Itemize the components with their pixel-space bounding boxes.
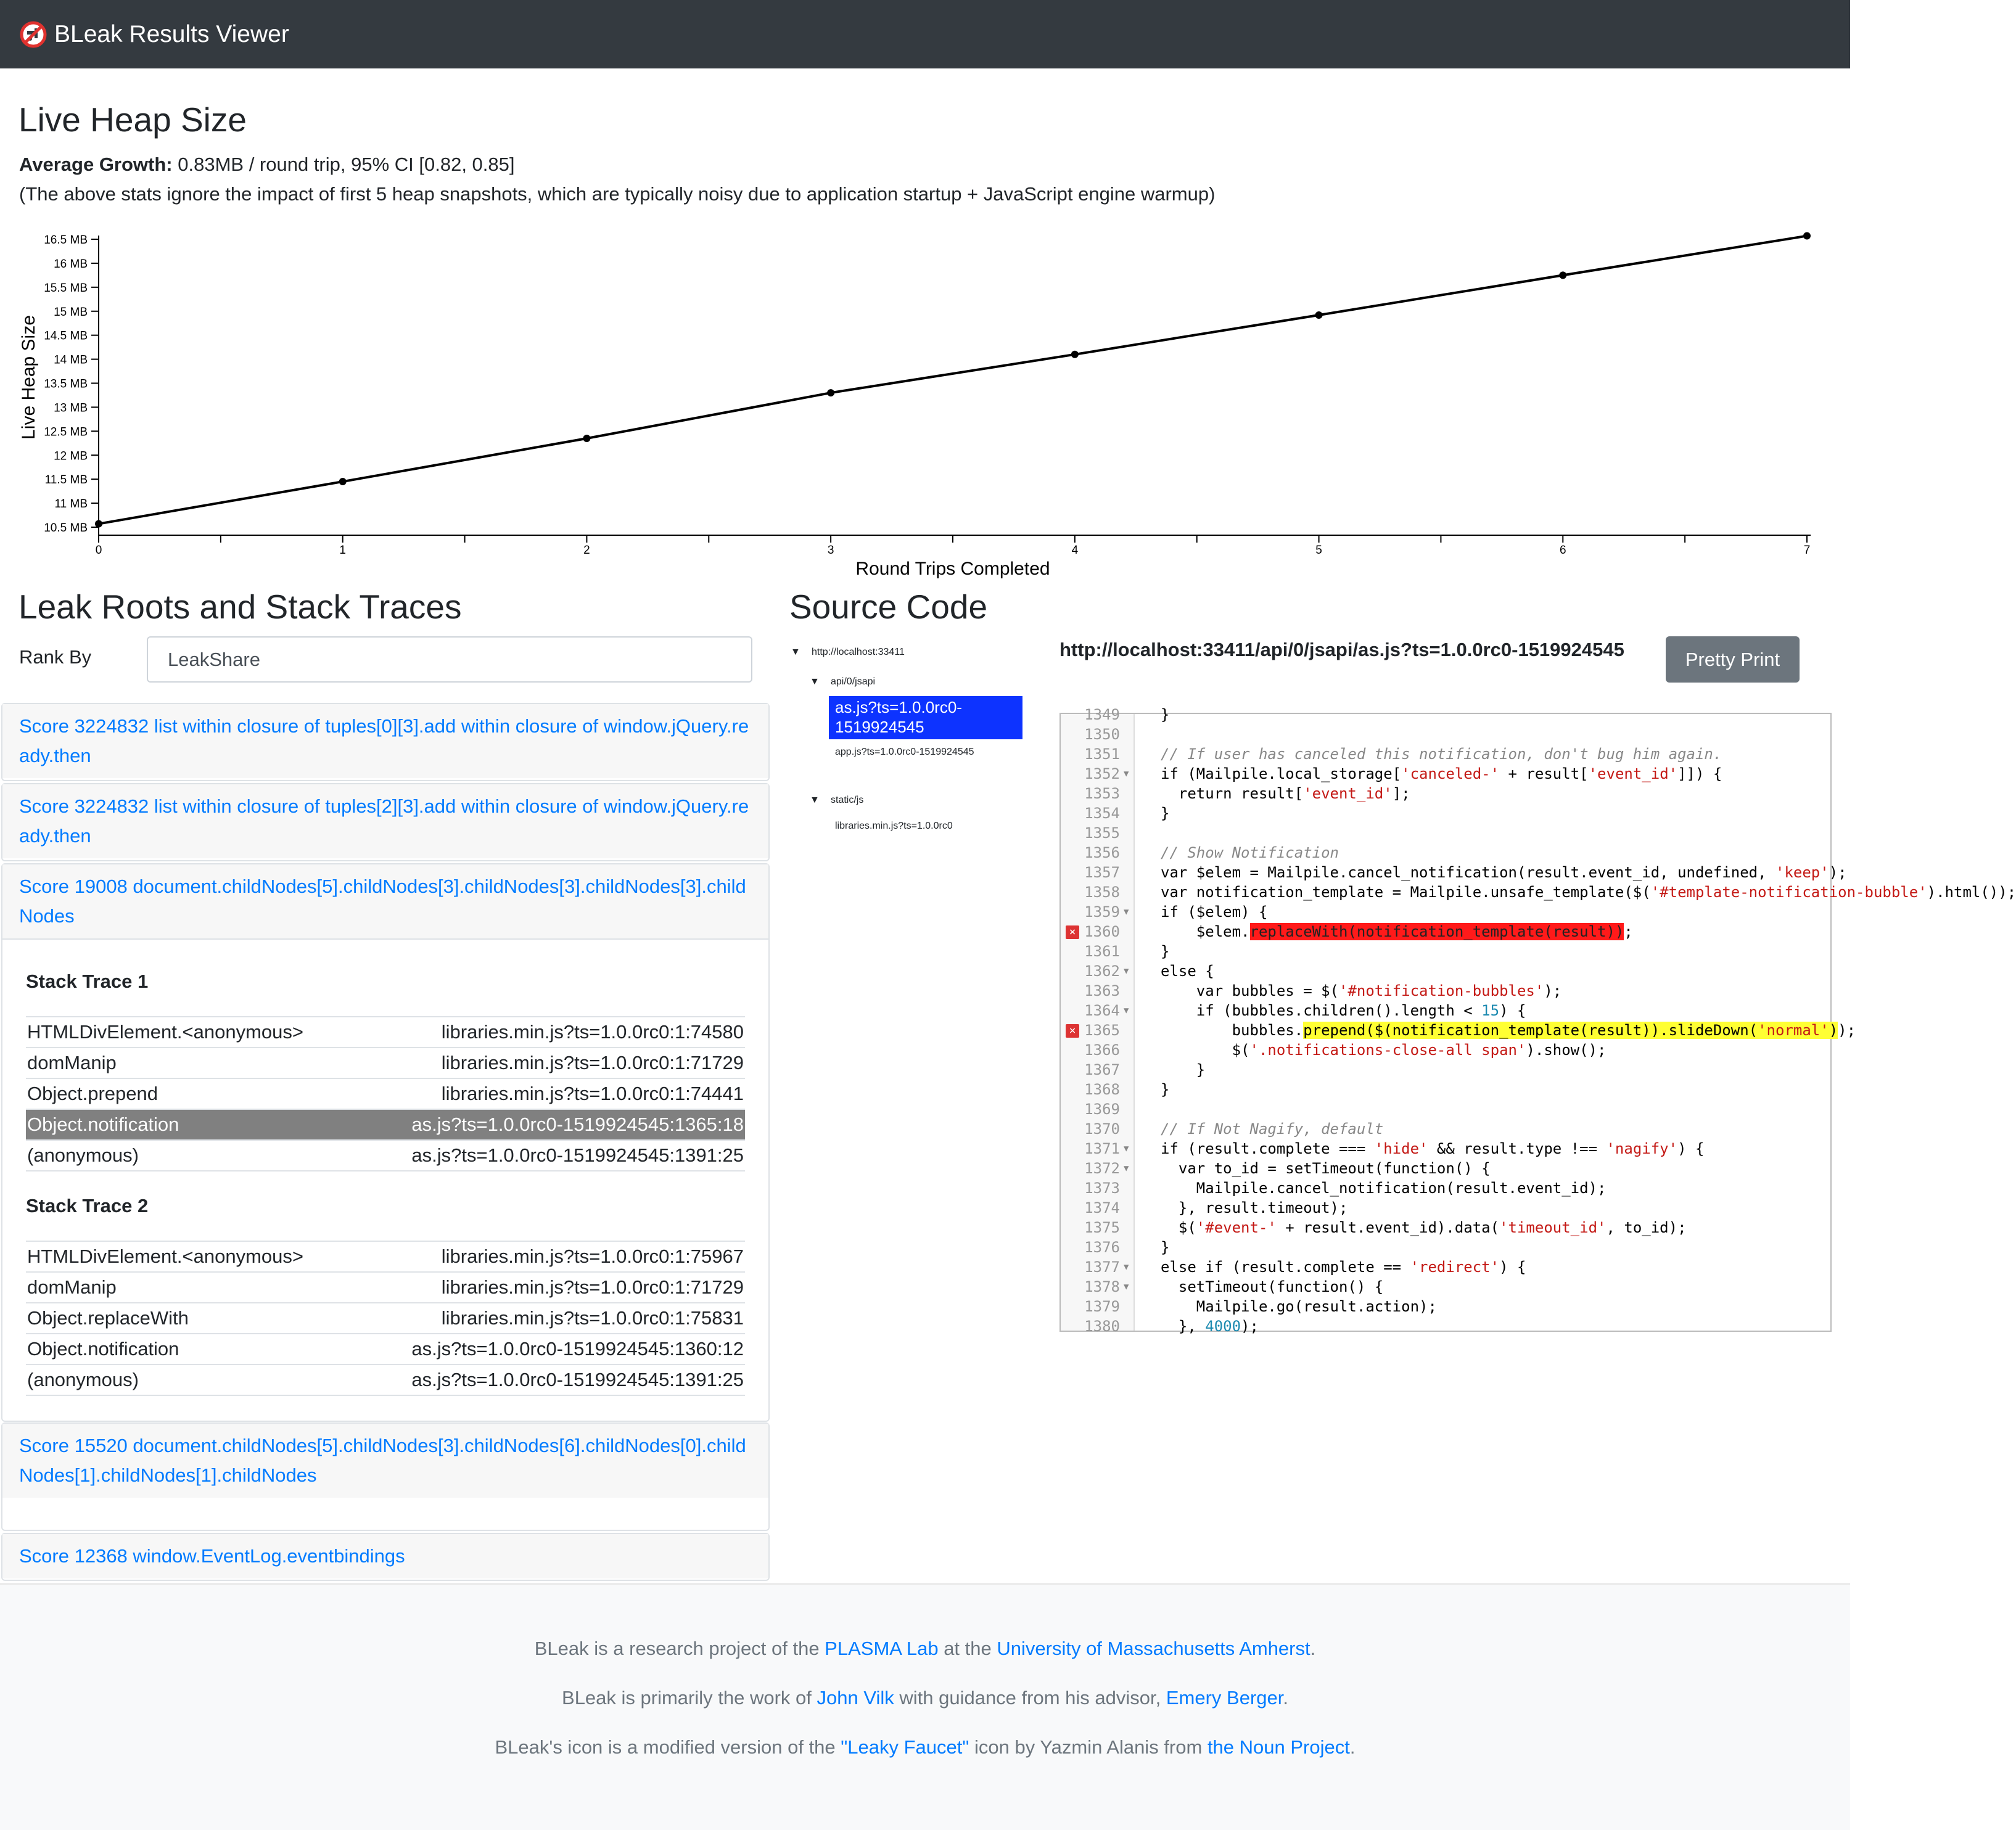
data-point [339, 478, 347, 485]
data-point [1559, 271, 1566, 279]
data-point [95, 520, 102, 528]
y-tick-label: 12.5 MB [44, 425, 88, 439]
line-number: 1353 [1084, 785, 1120, 802]
code-line [1061, 1040, 1830, 1060]
fold-arrow-icon[interactable]: ▼ [1124, 769, 1129, 779]
plasma-lab-link[interactable]: PLASMA Lab [825, 1638, 939, 1659]
frame-function: HTMLDivElement.<anonymous> [27, 1021, 303, 1043]
code-text: } [1161, 943, 1170, 960]
line-number: 1350 [1084, 726, 1120, 743]
footer-text: at the [938, 1638, 997, 1659]
data-point [1803, 232, 1811, 240]
frame-function: Object.notification [27, 1338, 179, 1360]
plot-area [95, 232, 1811, 528]
code-line [1061, 1119, 1830, 1139]
code-line [1061, 724, 1830, 744]
line-number: 1372 [1084, 1160, 1120, 1177]
frame-function: domManip [27, 1052, 117, 1073]
line-number: 1375 [1084, 1219, 1120, 1236]
tree-node-file-selected[interactable]: as.js?ts=1.0.0rc0-1519924545 [829, 696, 1022, 739]
growth-value: 0.83MB / round trip, 95% CI [0.82, 0.85] [178, 154, 515, 175]
frame-function: domManip [27, 1276, 117, 1298]
line-number: 1377 [1084, 1258, 1120, 1276]
y-tick-label: 12 MB [54, 449, 88, 463]
stack-frame[interactable] [26, 1303, 745, 1334]
code-text: var notification_template = Mailpile.unsafe_template($('#template-notification-bubble').html()); [1161, 884, 2016, 901]
code-line [1061, 1080, 1830, 1099]
code-line [1061, 843, 1830, 863]
x-tick-label: 6 [1559, 544, 1566, 557]
y-tick-label: 16 MB [54, 257, 88, 271]
y-tick-label: 13.5 MB [44, 377, 88, 391]
code-line [1061, 1237, 1830, 1257]
tree-node-folder[interactable]: api/0/jsapi [831, 676, 876, 687]
footer-text: BLeak's icon is a modified version of the [495, 1736, 841, 1758]
code-line [1061, 1159, 1830, 1178]
stack-frame[interactable] [26, 1365, 745, 1396]
code-text: $('.notifications-close-all span').show(); [1161, 1041, 1607, 1059]
frame-location: as.js?ts=1.0.0rc0-1519924545:1391:25 [411, 1144, 744, 1166]
code-line [1061, 1198, 1830, 1218]
x-axis [96, 535, 1811, 557]
line-number: 1373 [1084, 1180, 1120, 1197]
code-line [1061, 705, 1830, 724]
code-line [1061, 1218, 1830, 1237]
line-number: 1368 [1084, 1081, 1120, 1098]
line-number: 1369 [1084, 1101, 1120, 1118]
fold-arrow-icon[interactable]: ▼ [1124, 1006, 1129, 1016]
code-line [1061, 803, 1830, 823]
leak-item-header[interactable]: Score 15520 document.childNodes[5].childNodes[3].childNodes[6].childNodes[0].childNodes[1].childNodes[1].childNodes [2, 1424, 768, 1498]
source-section-title: Source Code [789, 588, 988, 626]
code-text: Mailpile.cancel_notification(result.event_id); [1161, 1180, 1607, 1197]
x-tick-label: 7 [1803, 544, 1811, 557]
leak-item[interactable] [1, 1533, 770, 1581]
noun-project-link[interactable]: the Noun Project [1207, 1736, 1350, 1758]
code-line [1061, 1297, 1830, 1316]
line-number: 1367 [1084, 1061, 1120, 1078]
error-marker-icon: × [1066, 925, 1079, 939]
code-text: $('#event-' + result.event_id).data('timeout_id', to_id); [1161, 1219, 1687, 1236]
footer-line-1 [0, 1638, 1850, 1660]
stack-frame[interactable] [26, 1141, 745, 1171]
code-text: var to_id = setTimeout(function() { [1161, 1160, 1491, 1177]
code-text: } [1161, 1061, 1206, 1078]
line-number: 1363 [1084, 982, 1120, 999]
code-line [1061, 922, 1830, 942]
stack-frame[interactable] [26, 1048, 745, 1079]
line-number: 1379 [1084, 1298, 1120, 1315]
code-text: var bubbles = $('#notification-bubbles'); [1161, 982, 1562, 999]
code-line [1061, 942, 1830, 961]
code-text: var $elem = Mailpile.cancel_notification(result.event_id, undefined, 'keep'); [1161, 864, 1847, 881]
line-number: 1364 [1084, 1002, 1120, 1019]
line-number: 1351 [1084, 745, 1120, 763]
caret-down-icon[interactable]: ▼ [810, 795, 820, 805]
stack-trace-title: Stack Trace 1 [26, 970, 149, 992]
frame-location: as.js?ts=1.0.0rc0-1519924545:1391:25 [411, 1369, 744, 1390]
caret-down-icon[interactable]: ▼ [810, 676, 820, 687]
frame-location: libraries.min.js?ts=1.0.0rc0:1:74580 [441, 1021, 744, 1043]
code-line [1061, 784, 1830, 803]
y-tick-label: 13 MB [54, 401, 88, 415]
fold-arrow-icon[interactable]: ▼ [1124, 1262, 1129, 1272]
line-number: 1357 [1084, 864, 1120, 881]
frame-function: HTMLDivElement.<anonymous> [27, 1245, 303, 1267]
rank-by-select[interactable]: LeakShare [147, 636, 752, 683]
line-number: 1352 [1084, 765, 1120, 782]
code-text: } [1161, 706, 1170, 723]
line-number: 1355 [1084, 824, 1120, 842]
y-tick-label: 11.5 MB [44, 474, 88, 487]
footer-text: BLeak is a research project of the [534, 1638, 825, 1659]
leak-item-header[interactable]: Score 12368 window.EventLog.eventbindings [2, 1534, 768, 1578]
footer-text: . [1283, 1687, 1288, 1709]
leaks-section-title: Leak Roots and Stack Traces [19, 588, 462, 626]
y-tick-label: 16.5 MB [44, 234, 88, 247]
file-url: http://localhost:33411/api/0/jsapi/as.js?ts=1.0.0rc0-1519924545 [1059, 639, 1624, 660]
code-line [1061, 1020, 1856, 1040]
data-point [1315, 311, 1323, 319]
leak-item[interactable] [1, 703, 770, 781]
code-text: } [1161, 1239, 1170, 1256]
caret-down-icon[interactable]: ▼ [791, 647, 800, 657]
line-number: 1360 [1084, 923, 1120, 940]
frame-location: libraries.min.js?ts=1.0.0rc0:1:71729 [441, 1052, 744, 1073]
y-tick-label: 14.5 MB [44, 329, 88, 343]
data-point [1071, 351, 1079, 358]
stack-frame-selected[interactable] [26, 1110, 745, 1141]
line-number: 1370 [1084, 1120, 1120, 1138]
stack-frame[interactable] [26, 1017, 745, 1048]
frame-function: Object.notification [27, 1114, 179, 1135]
stack-frame[interactable] [26, 1079, 745, 1110]
code-text: } [1161, 805, 1170, 822]
frame-function: (anonymous) [27, 1144, 139, 1166]
x-tick-label: 1 [339, 544, 347, 557]
leak-item-header[interactable]: Score 3224832 list within closure of tuples[0][3].add within closure of window.jQuery.ready.then [2, 704, 768, 778]
leaky-faucet-link[interactable]: "Leaky Faucet" [841, 1736, 969, 1758]
code-text: }, 4000); [1161, 1318, 1259, 1335]
footer-line-3 [0, 1736, 1850, 1758]
x-axis-label: Round Trips Completed [855, 559, 1050, 579]
footer-text: . [1310, 1638, 1316, 1659]
footer-text: icon by Yazmin Alanis from [969, 1736, 1208, 1758]
frame-function: (anonymous) [27, 1369, 139, 1390]
line-number: 1376 [1084, 1239, 1120, 1256]
line-number: 1361 [1084, 943, 1120, 960]
heap-stats [19, 150, 1215, 209]
line-number: 1366 [1084, 1041, 1120, 1059]
heap-note: (The above stats ignore the impact of first 5 heap snapshots, which are typically noisy due to application startup + JavaScript engine warmup) [19, 183, 1216, 205]
code-line [1061, 1001, 1830, 1020]
line-number: 1356 [1084, 844, 1120, 861]
y-tick-label: 11 MB [54, 498, 88, 511]
leak-item[interactable] [1, 1422, 770, 1531]
code-line [1061, 744, 1830, 764]
error-marker-icon: × [1066, 1024, 1079, 1038]
fold-arrow-icon[interactable]: ▼ [1124, 1163, 1129, 1173]
code-line [1061, 1060, 1830, 1080]
code-text: // If Not Nagify, default [1161, 1120, 1384, 1138]
line-number: 1354 [1084, 805, 1120, 822]
tree-node-root[interactable]: http://localhost:33411 [812, 647, 905, 657]
stack-frame[interactable] [26, 1334, 745, 1365]
fold-arrow-icon[interactable]: ▼ [1124, 907, 1129, 917]
leak-item-header[interactable]: Score 19008 document.childNodes[5].childNodes[3].childNodes[3].childNodes[3].childNodes [2, 864, 768, 940]
line-number: 1371 [1084, 1140, 1120, 1157]
x-tick-label: 3 [827, 544, 834, 557]
code-line [1061, 981, 1830, 1001]
y-tick-label: 10.5 MB [44, 522, 88, 535]
code-line [1061, 863, 1847, 882]
code-line [1061, 1139, 1830, 1159]
footer [0, 1583, 1850, 1830]
code-text: $elem.replaceWith(notification_template(result)); [1161, 923, 1633, 940]
data-point [827, 389, 834, 396]
tree-node-file[interactable]: libraries.min.js?ts=1.0.0rc0 [835, 821, 953, 831]
code-lines [1061, 705, 2016, 1336]
footer-text: BLeak is primarily the work of [562, 1687, 817, 1709]
footer-text: with guidance from his advisor, [894, 1687, 1166, 1709]
pretty-print-button[interactable]: Pretty Print [1666, 636, 1800, 683]
line-number: 1359 [1084, 903, 1120, 921]
code-text: setTimeout(function() { [1161, 1278, 1384, 1295]
x-tick-label: 5 [1315, 544, 1322, 557]
line-number: 1374 [1084, 1199, 1120, 1217]
code-line [1061, 882, 2016, 902]
y-axis [44, 234, 99, 535]
code-line [1061, 961, 1830, 981]
line-number: 1362 [1084, 962, 1120, 980]
code-line [1061, 1257, 1830, 1277]
y-tick-label: 15.5 MB [44, 281, 88, 295]
code-text: if (result.complete === 'hide' && result.type !== 'nagify') { [1161, 1140, 1705, 1157]
stack-frame[interactable] [26, 1242, 745, 1273]
frame-location: libraries.min.js?ts=1.0.0rc0:1:74441 [441, 1083, 744, 1104]
frame-location: libraries.min.js?ts=1.0.0rc0:1:71729 [441, 1276, 744, 1298]
code-text: if (bubbles.children().length < 15) { [1161, 1002, 1526, 1019]
code-editor[interactable] [1059, 706, 2016, 1335]
frame-location: libraries.min.js?ts=1.0.0rc0:1:75967 [441, 1245, 744, 1267]
leak-item-header[interactable]: Score 3224832 list within closure of tuples[2][3].add within closure of window.jQuery.ready.then [2, 784, 768, 858]
footer-line-2 [0, 1687, 1850, 1709]
stack-trace-title: Stack Trace 2 [26, 1195, 149, 1217]
fold-arrow-icon[interactable]: ▼ [1124, 966, 1129, 976]
code-text: else { [1161, 962, 1214, 980]
frame-function: Object.replaceWith [27, 1307, 189, 1329]
tree-node-file[interactable]: app.js?ts=1.0.0rc0-1519924545 [835, 747, 974, 757]
frame-location: as.js?ts=1.0.0rc0-1519924545:1360:12 [411, 1338, 744, 1360]
footer-text: . [1349, 1736, 1356, 1758]
code-text: }, result.timeout); [1161, 1199, 1348, 1217]
code-line [1061, 902, 1830, 922]
app-title: BLeak Results Viewer [54, 21, 289, 47]
code-text: // If user has canceled this notification, don't bug him again. [1161, 745, 1722, 763]
frame-location: libraries.min.js?ts=1.0.0rc0:1:75831 [441, 1307, 744, 1329]
code-line [1061, 764, 1830, 784]
fold-arrow-icon[interactable]: ▼ [1124, 1144, 1129, 1154]
growth-label: Average Growth: [19, 154, 173, 175]
fold-arrow-icon[interactable]: ▼ [1124, 1282, 1129, 1292]
x-tick-label: 2 [583, 544, 590, 557]
x-tick-label: 0 [95, 544, 102, 557]
code-line [1061, 1178, 1830, 1198]
code-text: Mailpile.go(result.action); [1161, 1298, 1437, 1315]
john-vilk-link[interactable]: John Vilk [817, 1687, 894, 1709]
umass-link[interactable]: University of Massachusetts Amherst [997, 1638, 1310, 1659]
emery-berger-link[interactable]: Emery Berger [1166, 1687, 1283, 1709]
code-line [1061, 823, 1830, 843]
stack-trace-table [26, 1241, 745, 1396]
heap-section-title: Live Heap Size [19, 101, 247, 139]
y-axis-label: Live Heap Size [19, 315, 39, 440]
leaky-faucet-icon [20, 21, 47, 48]
navbar-brand[interactable] [20, 18, 289, 51]
y-tick-label: 15 MB [54, 305, 88, 319]
line-number: 1380 [1084, 1318, 1120, 1335]
leak-item[interactable] [1, 783, 770, 861]
stack-trace-table [26, 1016, 745, 1171]
code-line [1061, 1099, 1830, 1119]
code-text: } [1161, 1081, 1170, 1098]
code-text: bubbles.prepend($(notification_template(result)).slideDown('normal')); [1161, 1022, 1856, 1039]
navbar [0, 0, 1850, 68]
code-line [1061, 1277, 1830, 1297]
line-number: 1349 [1084, 706, 1120, 723]
frame-function: Object.prepend [27, 1083, 158, 1104]
x-tick-label: 4 [1071, 544, 1079, 557]
y-tick-label: 14 MB [54, 353, 88, 367]
code-text: return result['event_id']; [1161, 785, 1410, 802]
tree-node-folder[interactable]: static/js [831, 795, 864, 805]
line-number: 1365 [1084, 1022, 1120, 1039]
code-line [1061, 1316, 1830, 1336]
heap-size-line [99, 236, 1807, 524]
heap-size-chart [0, 222, 1850, 586]
code-text: else if (result.complete == 'redirect') { [1161, 1258, 1526, 1276]
data-point [583, 435, 590, 442]
line-number: 1358 [1084, 884, 1120, 901]
code-text: if ($elem) { [1161, 903, 1268, 921]
frame-location: as.js?ts=1.0.0rc0-1519924545:1365:18 [411, 1114, 744, 1135]
rank-by-label: Rank By [19, 646, 92, 668]
line-number: 1378 [1084, 1278, 1120, 1295]
code-text: if (Mailpile.local_storage['canceled-' + result['event_id']]) { [1161, 765, 1722, 782]
code-text: // Show Notification [1161, 844, 1339, 861]
stack-frame[interactable] [26, 1273, 745, 1303]
